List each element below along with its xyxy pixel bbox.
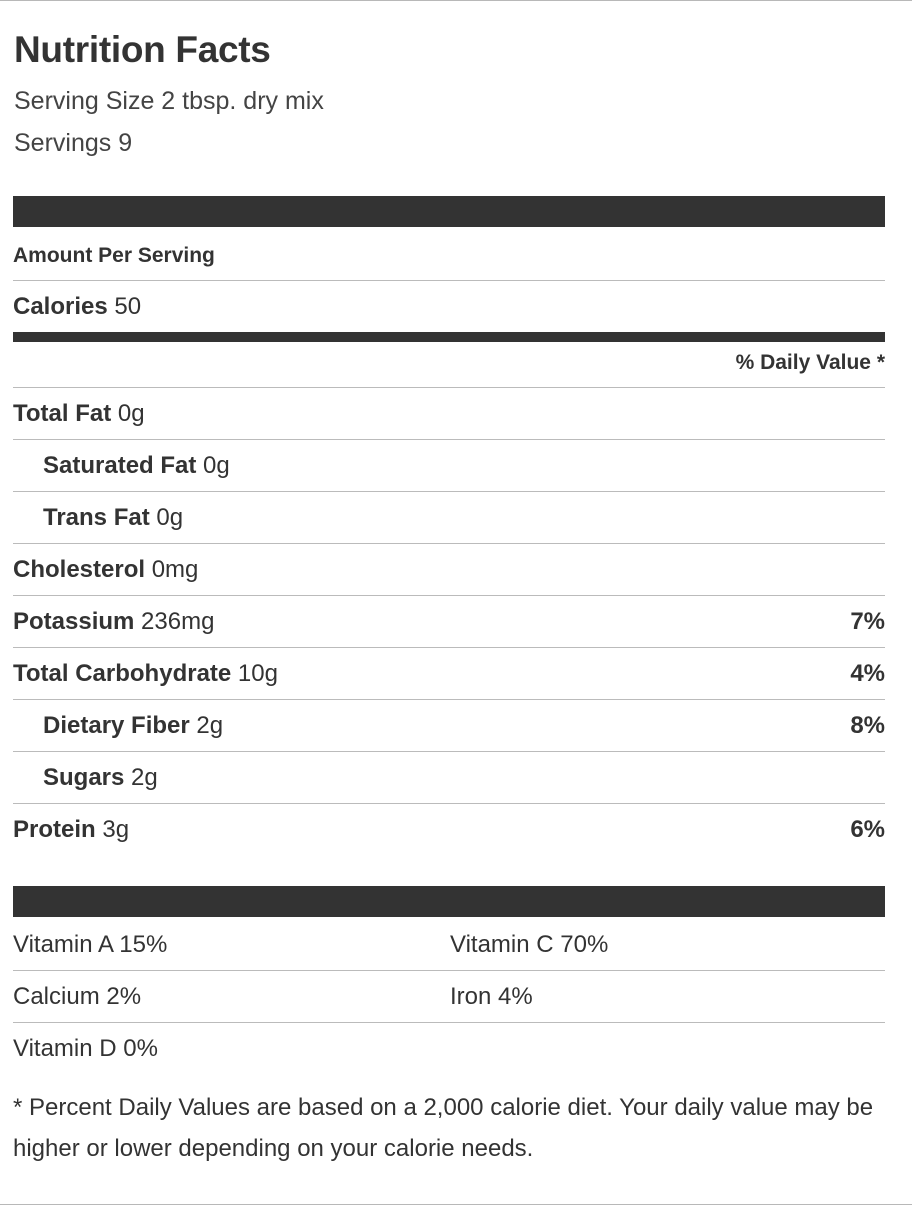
nutrient-row-sugars: [13, 752, 885, 804]
nutrient-label: Potassium: [13, 608, 135, 635]
nutrient-daily-value: 8%: [850, 712, 885, 739]
nutrient-amount: 10g: [237, 660, 278, 687]
calories-row: [13, 281, 885, 333]
nutrient-row-total-fat: [13, 388, 885, 440]
nutrient-amount: 0g: [156, 504, 184, 531]
footnote: * Percent Daily Values are based on a 2,000 calorie diet. Your daily value may be higher or lower depending on your calorie needs.: [13, 1094, 874, 1162]
page-title: Nutrition Facts: [14, 29, 271, 70]
nutrient-row-protein: [13, 804, 885, 856]
daily-value-header-row: [13, 342, 885, 388]
serving-size: Serving Size 2 tbsp. dry mix: [14, 87, 324, 115]
vitamin-row: [13, 919, 885, 971]
nutrient-row-cholesterol: [13, 544, 885, 596]
nutrient-label: Total Carbohydrate: [13, 660, 232, 687]
amount-per-serving-row: [13, 229, 885, 281]
nutrient-row-trans-fat: [13, 492, 885, 544]
iron: Iron 4%: [450, 983, 533, 1010]
nutrient-label: Saturated Fat: [43, 452, 197, 479]
amount-per-serving-label: Amount Per Serving: [13, 244, 215, 267]
calories-value: 50: [114, 293, 142, 320]
nutrient-label: Total Fat: [13, 400, 112, 427]
vitamin-a: Vitamin A 15%: [13, 931, 168, 958]
nutrient-daily-value: 7%: [850, 608, 885, 635]
nutrient-amount: 0mg: [151, 556, 199, 583]
nutrient-daily-value: 6%: [850, 816, 885, 843]
nutrient-label: Dietary Fiber: [43, 712, 190, 739]
nutrient-amount: 0g: [203, 452, 230, 479]
calories-label: Calories: [13, 293, 108, 320]
nutrient-row-total-carbohydrate: [13, 648, 885, 700]
calcium: Calcium 2%: [13, 983, 142, 1010]
nutrient-amount: 3g: [102, 816, 130, 843]
nutrient-daily-value: 4%: [850, 660, 885, 687]
servings-count: Servings 9: [14, 129, 133, 157]
nutrient-label: Cholesterol: [13, 556, 146, 583]
nutrient-row-potassium: [13, 596, 885, 648]
vitamin-d: Vitamin D 0%: [13, 1035, 158, 1062]
daily-value-header: % Daily Value *: [735, 351, 885, 374]
vitamin-row: [13, 971, 885, 1023]
nutrient-amount: 2g: [196, 712, 224, 739]
thick-divider-vitamins: [13, 886, 885, 917]
vitamin-c: Vitamin C 70%: [450, 931, 609, 958]
thick-divider-calories: [13, 332, 885, 342]
nutrient-row-saturated-fat: [13, 440, 885, 492]
thick-divider-top: [13, 196, 885, 227]
nutrient-amount: 236mg: [141, 608, 215, 635]
nutrient-label: Sugars: [43, 764, 125, 791]
vitamin-row: [13, 1023, 885, 1075]
nutrient-row-dietary-fiber: [13, 700, 885, 752]
nutrient-label: Trans Fat: [43, 504, 150, 531]
nutrient-amount: 2g: [131, 764, 158, 791]
nutrient-amount: 0g: [117, 400, 145, 427]
nutrient-label: Protein: [13, 816, 96, 843]
